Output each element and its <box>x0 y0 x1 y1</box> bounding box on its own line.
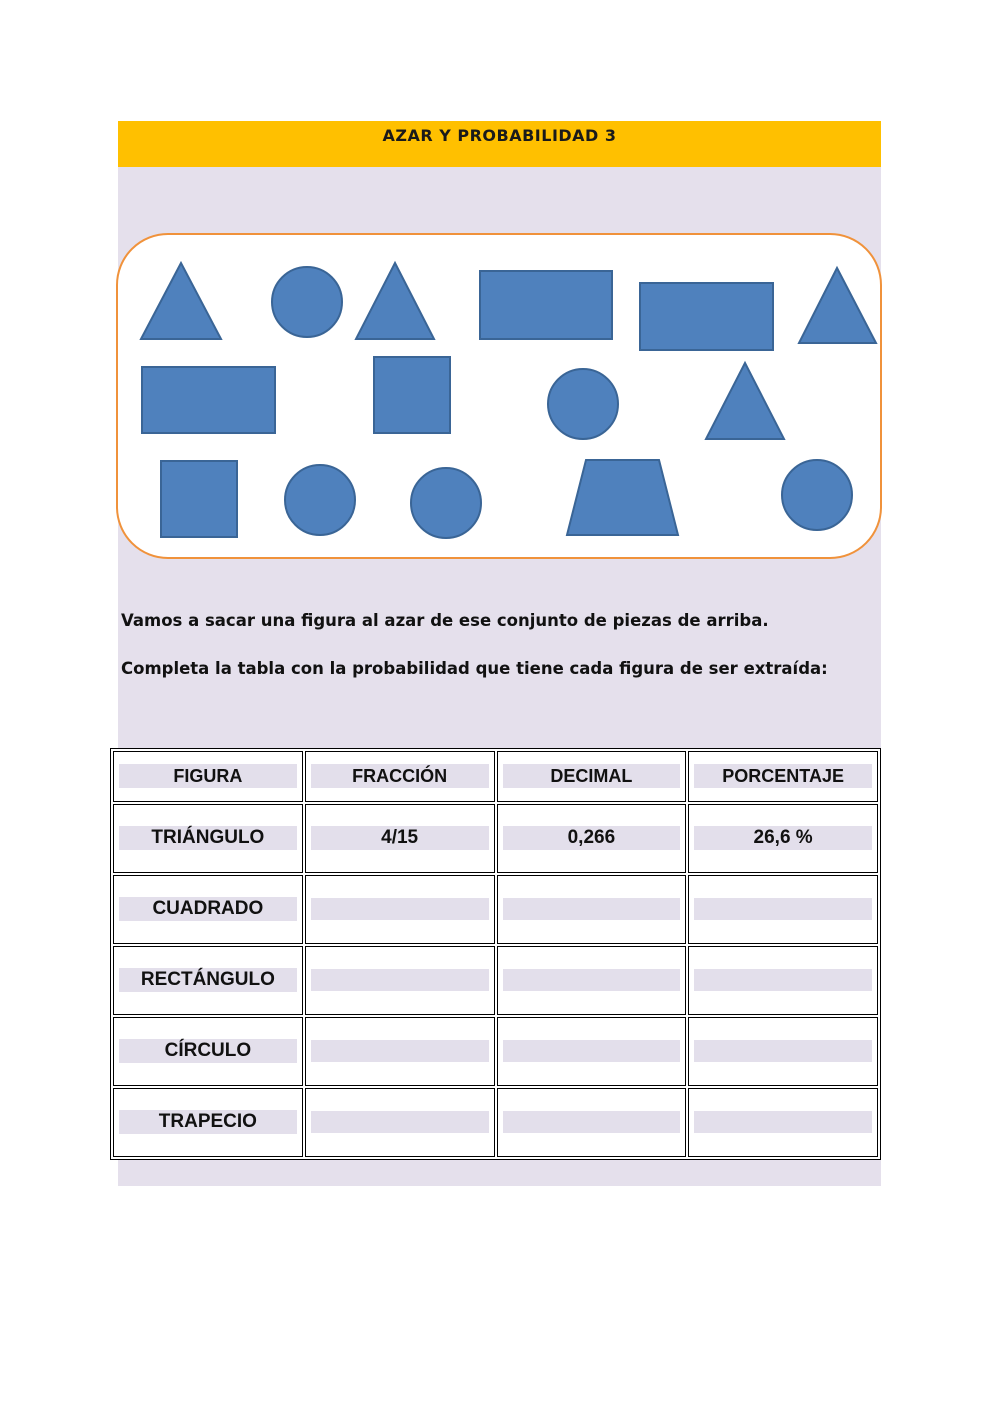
decimal-answer[interactable] <box>503 898 681 920</box>
porcentaje-cell <box>688 804 878 873</box>
figura-label: CÍRCULO <box>119 1039 297 1063</box>
page-title: AZAR Y PROBABILIDAD 3 <box>382 126 617 145</box>
porcentaje-answer[interactable]: 26,6 % <box>694 826 872 850</box>
fraccion-cell <box>305 804 495 873</box>
figura-cell <box>113 804 303 873</box>
instruction-line-2: Completa la tabla con la probabilidad que tiene cada figura de ser extraída: <box>121 659 828 678</box>
shape-circle <box>548 369 618 439</box>
probability-table <box>110 748 881 1160</box>
decimal-answer[interactable] <box>503 1111 681 1133</box>
shape-circle <box>285 465 355 535</box>
porcentaje-cell <box>688 1017 878 1086</box>
shape-trapezoid <box>567 460 678 535</box>
shape-rectangle <box>640 283 773 350</box>
figura-cell <box>113 1017 303 1086</box>
porcentaje-answer[interactable] <box>694 1040 872 1062</box>
porcentaje-answer[interactable] <box>694 969 872 991</box>
shape-triangle <box>706 363 784 439</box>
fraccion-answer[interactable] <box>311 969 489 991</box>
shape-rectangle <box>480 271 612 339</box>
figura-label: CUADRADO <box>119 897 297 921</box>
table-row <box>113 1017 878 1086</box>
decimal-cell <box>497 946 687 1015</box>
fraccion-cell <box>305 1017 495 1086</box>
header-porcentaje: PORCENTAJE <box>694 764 872 788</box>
fraccion-cell <box>305 1088 495 1157</box>
porcentaje-answer[interactable] <box>694 1111 872 1133</box>
table-row <box>113 1088 878 1157</box>
figura-label: TRIÁNGULO <box>119 826 297 850</box>
fraccion-answer[interactable] <box>311 1111 489 1133</box>
shape-square <box>374 357 450 433</box>
table-header-row <box>113 751 878 802</box>
table-row <box>113 875 878 944</box>
decimal-cell <box>497 1088 687 1157</box>
fraccion-cell <box>305 875 495 944</box>
fraccion-answer[interactable] <box>311 1040 489 1062</box>
shape-triangle <box>799 268 876 343</box>
table-row <box>113 804 878 873</box>
porcentaje-answer[interactable] <box>694 898 872 920</box>
decimal-cell <box>497 875 687 944</box>
shape-rectangle <box>142 367 275 433</box>
header-cell-decimal <box>497 751 687 802</box>
figura-label: TRAPECIO <box>119 1110 297 1134</box>
figura-cell <box>113 1088 303 1157</box>
instruction-line-1: Vamos a sacar una figura al azar de ese conjunto de piezas de arriba. <box>121 611 769 630</box>
figura-cell <box>113 875 303 944</box>
decimal-cell <box>497 804 687 873</box>
fraccion-cell <box>305 946 495 1015</box>
decimal-cell <box>497 1017 687 1086</box>
shape-circle <box>272 267 342 337</box>
porcentaje-cell <box>688 1088 878 1157</box>
header-cell-figura <box>113 751 303 802</box>
figura-cell <box>113 946 303 1015</box>
header-figura: FIGURA <box>119 764 297 788</box>
header-cell-porcentaje <box>688 751 878 802</box>
fraccion-answer[interactable] <box>311 898 489 920</box>
shape-circle <box>411 468 481 538</box>
shape-triangle <box>141 263 221 339</box>
header-decimal: DECIMAL <box>503 764 681 788</box>
header-cell-fraccion <box>305 751 495 802</box>
figura-label: RECTÁNGULO <box>119 968 297 992</box>
shape-circle <box>782 460 852 530</box>
porcentaje-cell <box>688 946 878 1015</box>
shape-triangle <box>356 263 434 339</box>
shape-square <box>161 461 237 537</box>
table-row <box>113 946 878 1015</box>
header-fraccion: FRACCIÓN <box>311 764 489 788</box>
decimal-answer[interactable]: 0,266 <box>503 826 681 850</box>
decimal-answer[interactable] <box>503 969 681 991</box>
fraccion-answer[interactable]: 4/15 <box>311 826 489 850</box>
decimal-answer[interactable] <box>503 1040 681 1062</box>
porcentaje-cell <box>688 875 878 944</box>
